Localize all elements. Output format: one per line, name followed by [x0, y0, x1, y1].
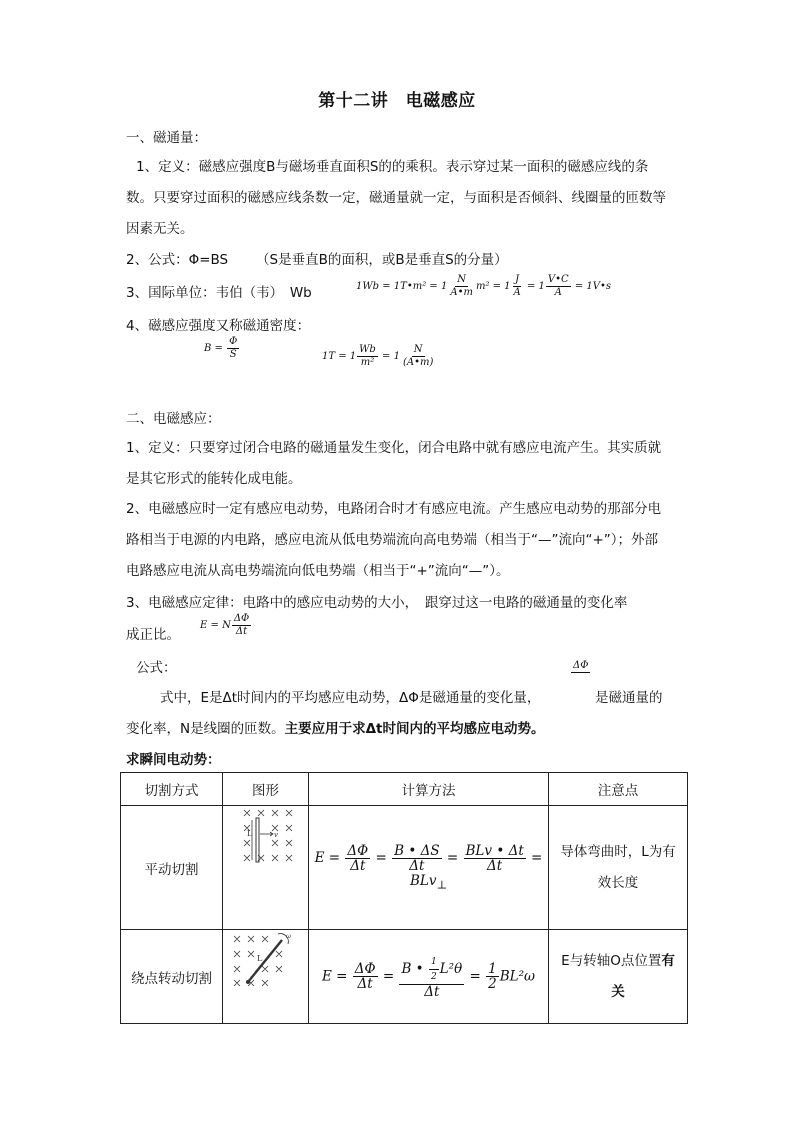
- section-heading-magnetic-flux: 一、磁通量：: [126, 130, 207, 146]
- svg-text:L: L: [246, 829, 252, 838]
- instant-emf-heading: 求瞬间电动势：: [126, 752, 221, 768]
- svg-text:ω: ω: [285, 933, 291, 940]
- faraday-formula: E = N $\frac{\Delta\Phi}{\Delta t}$: [200, 613, 250, 637]
- page-title: 第十二讲 电磁感应: [318, 91, 476, 111]
- explanation-line-2: [126, 717, 545, 737]
- table-row: [121, 930, 688, 1024]
- flux-rate-fraction: ΔΦ: [573, 660, 589, 671]
- method-rotational: 绕点转动切割: [121, 930, 223, 1024]
- table-row: [121, 806, 688, 930]
- note-rotational-bold: 有关: [611, 952, 675, 1000]
- cutting-methods-table: [120, 772, 688, 1024]
- note-rotational: [549, 930, 688, 1024]
- explanation-line-1: 式中，E是Δt时间内的平均感应电动势，ΔΦ是磁通量的变化量，: [160, 690, 541, 706]
- header-figure: 图形: [223, 773, 309, 806]
- method-translational: 平动切割: [121, 806, 223, 930]
- faraday-law-end: 成正比。: [126, 627, 180, 643]
- density-label: 4、磁感应强度又称磁通密度：: [126, 318, 311, 334]
- definition-paragraph: 1、定义：磁感应强度B与磁场垂直面积S的的乘积。表示穿过某一面积的磁感应线的条数。只要穿过面积的磁感应线条数一定，磁通量就一定，与面积是否倾斜、线圈量的匝数等因素无关。: [126, 159, 666, 237]
- figure-rotational: [223, 930, 309, 1024]
- induction-emf-paragraph: 2、电磁感应时一定有感应电动势，电路闭合时才有感应电流。产生感应电动势的那部分电路相当于电源的内电路，感应电流从低电势端流向高电势端（相当于“—”流向“+”）；外部电路感应电流从高电势端流向低电势端（相当于“+”流向“—”）。: [126, 501, 662, 579]
- rotational-cut-figure: [224, 930, 308, 994]
- translational-cut-figure: [224, 806, 308, 868]
- induction-definition: 1、定义：只要穿过闭合电路的磁通量发生变化，闭合电路中就有感应电流产生。其实质就是其它形式的能转化成电能。: [126, 440, 662, 487]
- tesla-unit-formula: 1T = 1 $\frac{Wb}{\text{m²}}$ = 1 $\frac{N}{(A•m)}$: [322, 344, 434, 368]
- header-calculation: 计算方法: [309, 773, 549, 806]
- figure-translational: [223, 806, 309, 930]
- header-notes: 注意点: [549, 773, 688, 806]
- explanation-bold: 主要应用于求Δt时间内的平均感应电动势。: [284, 721, 545, 737]
- flux-density-formula: B = $\frac{\Phi}{S}$: [204, 336, 238, 360]
- formula-word: 公式：: [136, 660, 177, 676]
- translational-formula: E = $\frac{\Delta\Phi}{\Delta t}$ = $\frac{B • \Delta S}{\Delta t}$ = $\frac{\text{BLv • Δt}}{\Delta t}$ = BLv$_\perp$: [309, 806, 549, 930]
- formula-note: （S是垂直B的面积，或B是垂直S的分量）: [256, 252, 508, 268]
- explanation-plain: 变化率，N是线圈的匝数。: [126, 721, 285, 737]
- unit-label: 3、国际单位：韦伯（韦） Wb: [126, 285, 312, 301]
- section-heading-induction: 二、电磁感应：: [126, 411, 221, 427]
- formula-label: 2、公式：Φ=BS: [126, 252, 229, 268]
- unit-conversion-formula: 1Wb = 1T•m² = 1 $\frac{N}{A•m}$ m² = 1 $\frac{J}{A}$ = 1 $\frac{V•C}{A}$ = 1V•s: [356, 274, 612, 298]
- svg-text:L: L: [256, 954, 262, 963]
- svg-text:v: v: [273, 831, 278, 839]
- explanation-line-1-end: 是磁通量的: [595, 690, 663, 706]
- note-rotational-plain: E与转轴O点位置: [561, 952, 662, 969]
- rotational-formula: E = $\frac{\Delta\Phi}{\Delta t}$ = B • $\frac{1}{2}$ L²θ Δt = $\frac{1}{2}$ BL²ω: [309, 930, 549, 1024]
- header-cut-method: 切割方式: [121, 773, 223, 806]
- note-translational: 导体弯曲时，L为有效长度: [549, 806, 688, 930]
- table-header-row: [121, 773, 688, 806]
- faraday-law-line: 3、电磁感应定律：电路中的感应电动势的大小， 跟穿过这一电路的磁通量的变化率: [126, 595, 628, 611]
